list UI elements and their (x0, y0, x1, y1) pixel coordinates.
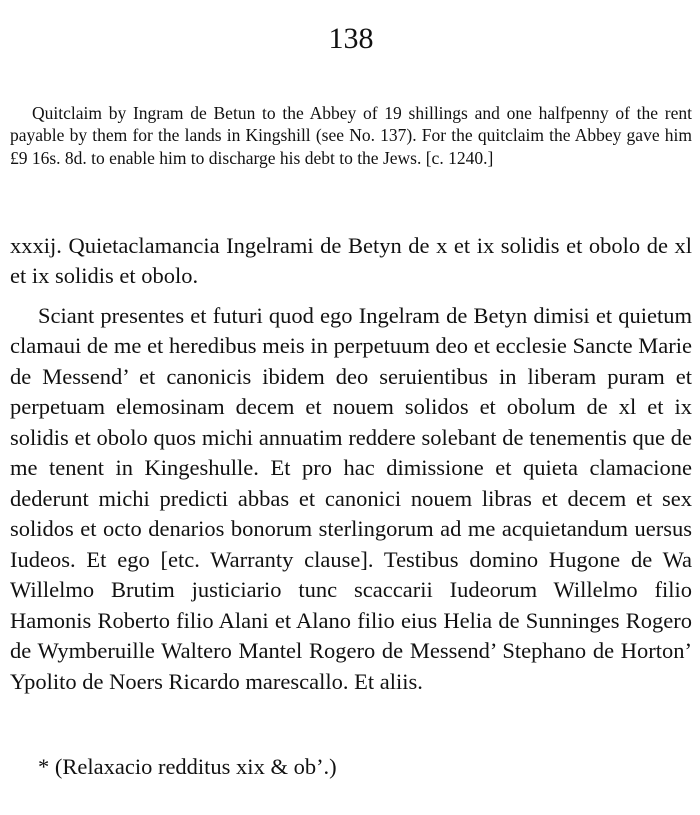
page-number: 138 (328, 22, 374, 55)
editorial-summary: Quitclaim by Ingram de Betun to the Abbey of 19 shillings and one halfpenny of the rent payable by them for the lands in Kingshill (see No. 137). For the quitclaim the Abbey gave him £9 16s. 8d. to enable him to discharge his debt to the Jews. [c. 1240.] (10, 102, 692, 168)
charter-heading: xxxij. Quietaclamancia Ingelrami de Betyn de x et ix solidis et obolo de xl et ix solidis et obolo. (10, 232, 692, 288)
charter-text: Sciant presentes et futuri quod ego Ingelram de Betyn dimisi et quietum clamaui de me et heredibus meis in perpetuum deo et ecclesie Sancte Marie de Messend’ et canonicis ibidem deo seruientibus in liberam puram et perpetuam elemosinam decem et nouem solidos et obolum de xl et ix solidis et obolo quos michi annuatim reddere solebant de tenementis que de me tenent in Kingeshulle. Et pro hac dimissione et quieta clamacione dederunt michi predicti abbas et canonici nouem libras et decem et sex solidos et octo denarios bonorum sterlingorum ad me acquietandum uersus Iudeos. Et ego [etc. Warranty clause]. Testibus domino Hugone de Wa Willelmo Brutim justiciario tunc scaccarii Iudeorum Willelmo filio Hamonis Roberto filio Alani et Alano filio eius Helia de Sunninges Rogero de Wymberuille Waltero Mantel Rogero de Messend’ Stephano de Horton’ Ypolito de Noers Ricardo marescallo. Et aliis. (10, 302, 692, 694)
marginal-note: * (Relaxacio redditus xix & ob’.) (38, 754, 337, 779)
